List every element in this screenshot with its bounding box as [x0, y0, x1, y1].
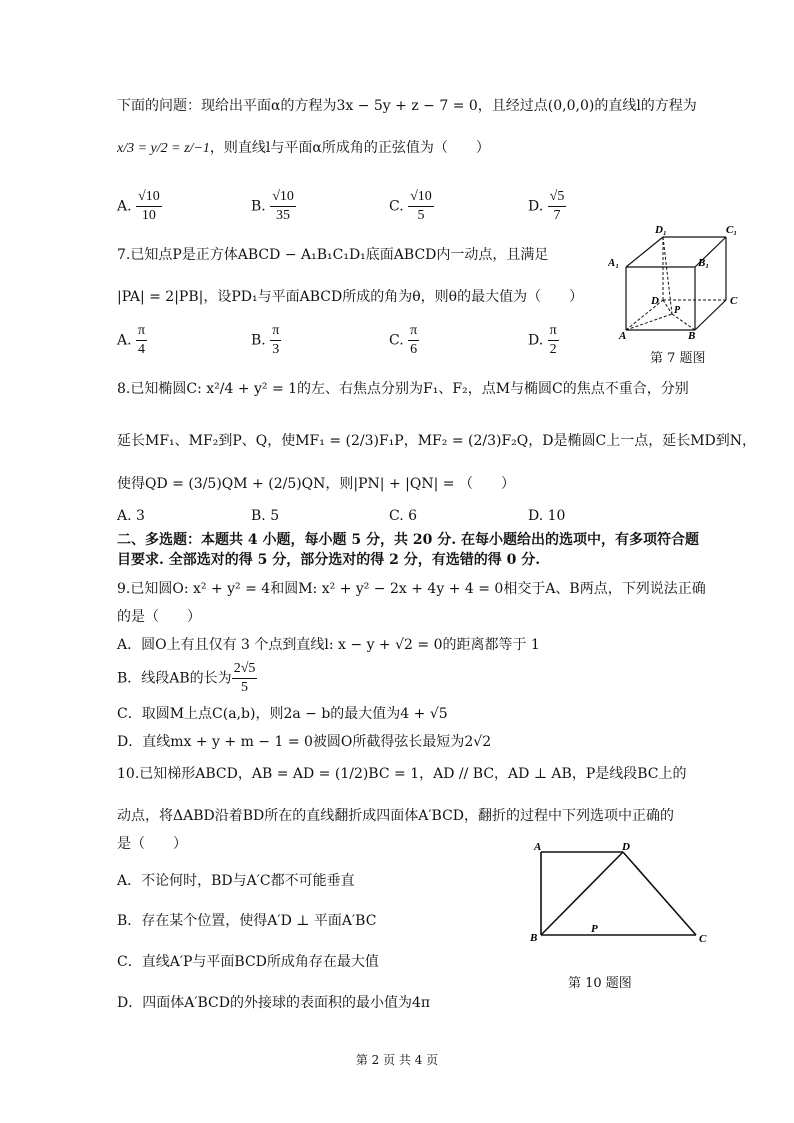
q10-label-p: P [591, 923, 598, 935]
q10-line1: 10.已知梯形ABCD，AB = AD = (1/2)BC = 1，AD // BC，AD ⊥ AB，P是线段BC上的 [117, 766, 687, 782]
q7-line2: |PA| = 2|PB|，设PD₁与平面ABCD所成的角为θ，则θ的最大值为（ ） [117, 289, 584, 305]
q8-option-c[interactable]: C. 6 [389, 508, 418, 524]
q9-line2: 的是（ ） [117, 609, 201, 625]
q7-option-c[interactable]: C. $\frac{\pi}{6}$ [389, 323, 418, 357]
q7-figure-caption: 第 7 题图 [650, 351, 706, 366]
q8-option-a[interactable]: A. 3 [117, 508, 145, 524]
section2-line1: 二、多选题：本题共 4 小题，每小题 5 分，共 20 分. 在每小题给出的选项中，有多项符合题 [117, 532, 699, 548]
q7-label-p: P [674, 305, 681, 316]
q6-option-a[interactable]: A. $\frac{√10}{10}$ [117, 189, 160, 223]
q9-option-a[interactable]: A．圆O上有且仅有 3 个点到直线l: x − y + √2 = 0的距离都等于 1 [117, 637, 540, 653]
q7-label-b: B [688, 330, 696, 340]
section2-line2: 目要求. 全部选对的得 5 分，部分选对的得 2 分，有选错的得 0 分. [117, 552, 541, 568]
q10-label-c: C [699, 933, 707, 945]
q9-option-b[interactable]: B．线段AB的长为 $\frac{2√5}{5}$ [117, 661, 256, 695]
q7-option-a[interactable]: A. $\frac{\pi}{4}$ [117, 323, 146, 357]
q7-option-d[interactable]: D. $\frac{\pi}{2}$ [528, 323, 557, 357]
q6-line2-text: ，则直线l与平面α所成角的正弦值为（ ） [209, 140, 490, 156]
q6-line1: 下面的问题：现给出平面α的方程为3x − 5y + z − 7 = 0，且经过点(0,0,0)的直线l的方程为 [117, 98, 697, 114]
q10-option-a[interactable]: A．不论何时，BD与A′C都不可能垂直 [117, 873, 355, 889]
q10-label-a: A [534, 841, 542, 853]
q10-option-d[interactable]: D．四面体A′BCD的外接球的表面积的最小值为4π [117, 995, 431, 1011]
q8-line2: 延长MF₁、MF₂到P、Q，使MF₁ = (2/3)F₁P，MF₂ = (2/3)F₂Q，D是椭圆C上一点，延长MD到N， [117, 433, 757, 449]
q8-option-b[interactable]: B. 5 [251, 508, 280, 524]
q6-line-equation: x/3 = y/2 = z/−1 [117, 141, 210, 156]
q7-label-b1: B₁ [698, 257, 710, 269]
q8-line1: 8.已知椭圆C: x²/4 + y² = 1的左、右焦点分别为F₁、F₂，点M与椭圆C的焦点不重合，分别 [117, 381, 689, 397]
q10-figure-caption: 第 10 题图 [568, 976, 632, 991]
q10-label-d: D [622, 841, 630, 853]
q6-option-c[interactable]: C. $\frac{√10}{5}$ [389, 189, 432, 223]
q10-line3: 是（ ） [117, 836, 187, 852]
q6-option-d[interactable]: D. $\frac{√5}{7}$ [528, 189, 565, 223]
q9-option-d[interactable]: D．直线mx + y + m − 1 = 0被圆O所截得弦长最短为2√2 [117, 734, 492, 750]
q8-option-d[interactable]: D. 10 [528, 508, 566, 524]
q9-line1: 9.已知圆O: x² + y² = 4和圆M: x² + y² − 2x + 4y + 4 = 0相交于A、B两点，下列说法正确 [117, 581, 706, 597]
q7-label-a: A [619, 330, 627, 340]
q7-label-a1: A₁ [608, 257, 620, 269]
q7-line1: 7.已知点P是正方体ABCD − A₁B₁C₁D₁底面ABCD内一动点，且满足 [117, 247, 549, 263]
q7-option-b[interactable]: B. $\frac{\pi}{3}$ [251, 323, 280, 357]
q8-line3: 使得QD = (3/5)QM + (2/5)QN，则|PN| + |QN| = （ ） [117, 476, 515, 492]
q7-label-d: D [651, 295, 659, 307]
q10-label-b: B [530, 932, 538, 944]
q9-option-c[interactable]: C．取圆M上点C(a,b)，则2a − b的最大值为4 + √5 [117, 706, 448, 722]
q10-line2: 动点，将ΔABD沿着BD所在的直线翻折成四面体A′BCD，翻折的过程中下列选项中正确的 [117, 808, 675, 824]
page-footer: 第 2 页 共 4 页 [355, 1053, 439, 1067]
q7-label-c: C [730, 295, 738, 307]
q10-trapezoid-figure [524, 838, 714, 948]
q7-cube-figure [608, 222, 748, 340]
q6-option-b[interactable]: B. $\frac{√10}{35}$ [251, 189, 294, 223]
q7-label-d1: D₁ [655, 224, 667, 236]
q10-option-b[interactable]: B．存在某个位置，使得A′D ⊥ 平面A′BC [117, 913, 377, 929]
q6-line2 [117, 138, 490, 159]
q10-option-c[interactable]: C．直线A′P与平面BCD所成角存在最大值 [117, 954, 379, 970]
q7-label-c1: C₁ [726, 224, 738, 236]
